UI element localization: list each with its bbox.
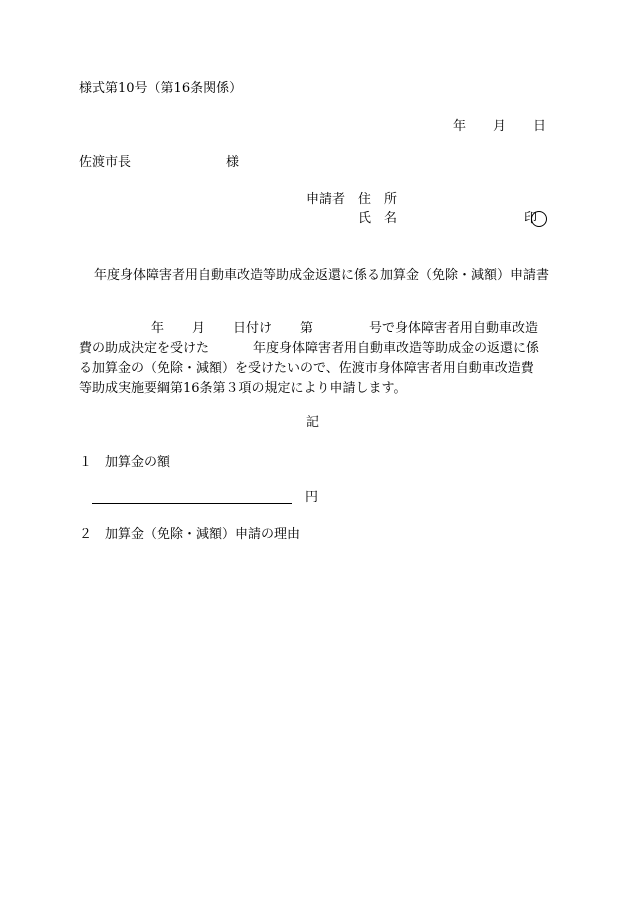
form-number: 様式第10号（第16条関係） xyxy=(79,81,243,96)
date-day: 日 xyxy=(533,119,547,134)
addressee-name: 佐渡市長 xyxy=(79,155,132,170)
body-line-2-rest: 年度身体障害者用自動車改造等助成金の返還に係 xyxy=(253,341,540,356)
body-line-2-start: 費の助成決定を受けた xyxy=(79,341,210,356)
ki-heading: 記 xyxy=(306,415,320,430)
body-number-prefix: 第 xyxy=(300,321,314,336)
addressee-honorific: 様 xyxy=(226,155,240,170)
body-line-4: 等助成実施要綱第16条第３項の規定により申請します。 xyxy=(79,381,407,396)
amount-underline xyxy=(92,503,292,504)
amount-unit: 円 xyxy=(305,490,319,505)
address-label: 住 所 xyxy=(358,192,398,207)
seal-char: 印 xyxy=(524,211,538,226)
body-month: 月 xyxy=(192,321,206,336)
body-line-1-text: 号で身体障害者用自動車改造 xyxy=(369,321,539,336)
applicant-label: 申請者 xyxy=(306,192,346,207)
item-1-number: １ xyxy=(79,455,93,470)
body-line-3: る加算金の（免除・減額）を受けたいので、佐渡市身体障害者用自動車改造費 xyxy=(79,361,534,376)
date-month: 月 xyxy=(493,119,507,134)
item-2-label: 加算金（免除・減額）申請の理由 xyxy=(105,527,301,542)
name-label: 氏 名 xyxy=(358,211,398,226)
item-1-label: 加算金の額 xyxy=(105,455,171,470)
date-year: 年 xyxy=(453,119,467,134)
document-title: 年度身体障害者用自動車改造等助成金返還に係る加算金（免除・減額）申請書 xyxy=(94,268,550,283)
seal-circle xyxy=(531,211,547,227)
body-date-suffix: 日付け xyxy=(233,321,273,336)
item-2-number: ２ xyxy=(79,527,93,542)
body-year: 年 xyxy=(151,321,165,336)
